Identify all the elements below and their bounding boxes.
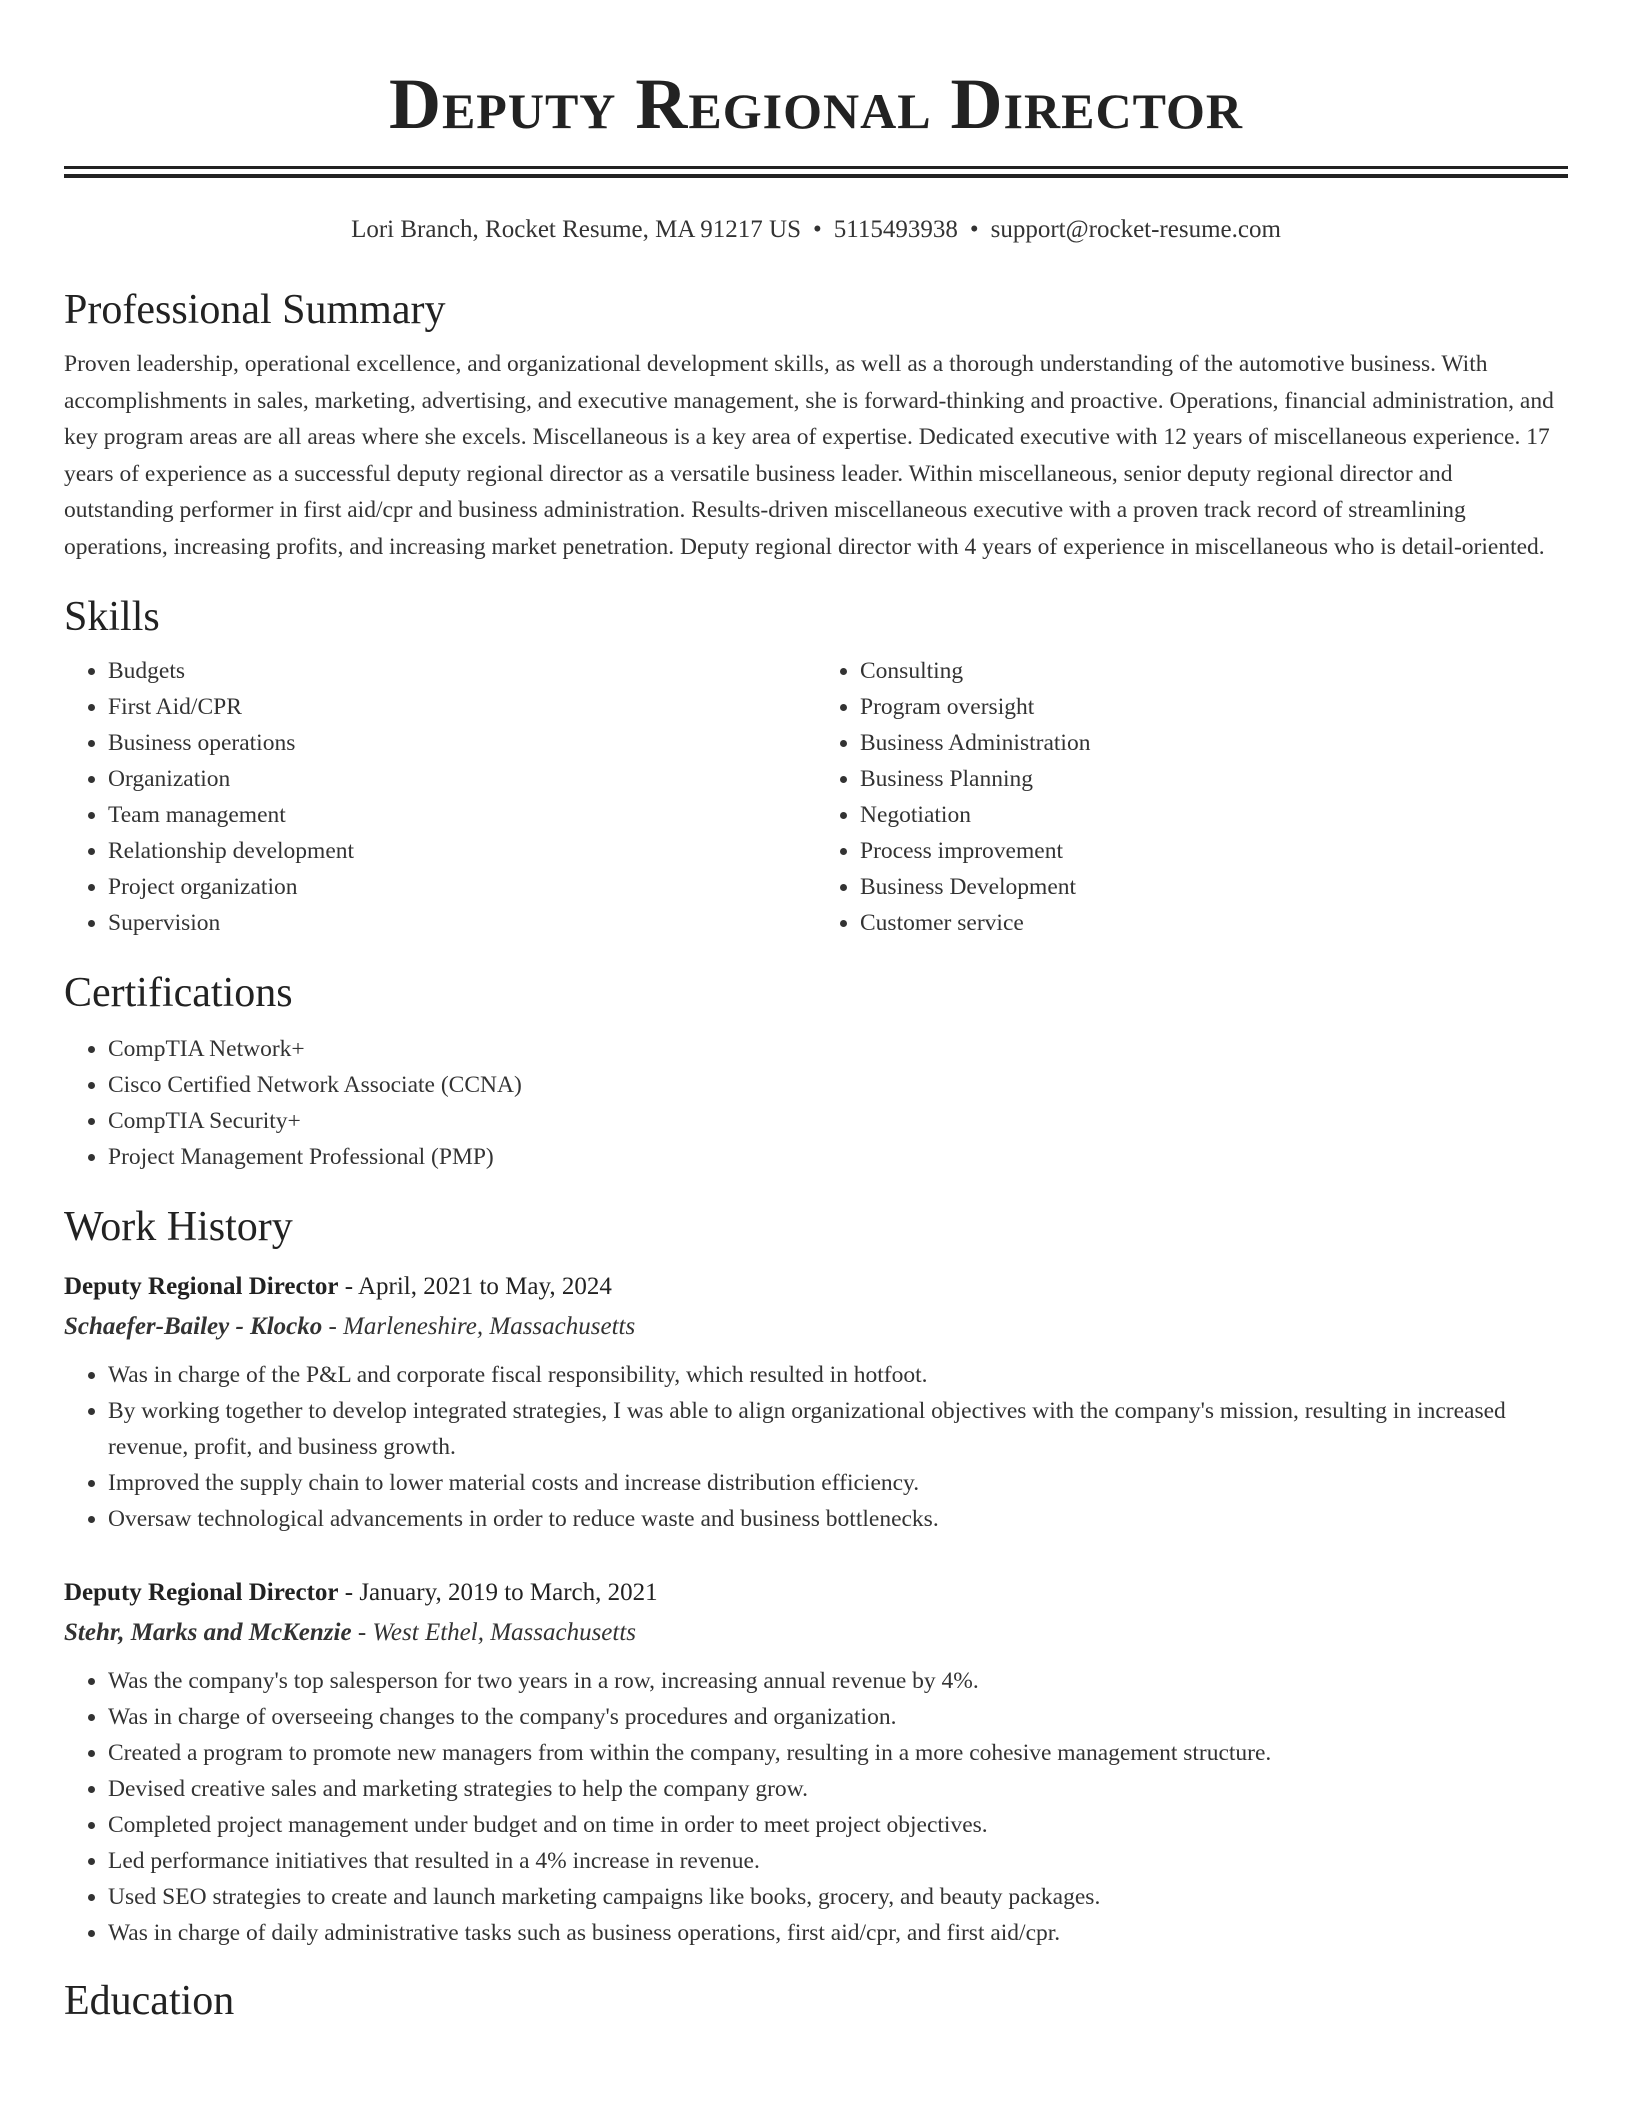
job-bullet: • Completed project management under budget and on time in order to meet project objectives. (108, 1807, 1568, 1843)
skill-item: • Relationship development (108, 833, 816, 869)
certifications-heading: Certifications (64, 970, 293, 1016)
skills-grid (64, 653, 1568, 941)
skill-item: • Business operations (108, 725, 816, 761)
job-entry (64, 1573, 1568, 1951)
job-title-line (64, 1267, 1568, 1307)
skills-heading: Skills (64, 594, 160, 640)
title-divider-bottom (64, 174, 1568, 178)
contact-phone: 5115493938 (833, 216, 958, 243)
skill-item: • Business Development (860, 869, 1568, 905)
skill-item: • Team management (108, 797, 816, 833)
job-bullet: • Oversaw technological advancements in order to reduce waste and business bottlenecks. (108, 1501, 1568, 1537)
job-bullets (64, 1663, 1568, 1951)
certification-item: • CompTIA Security+ (108, 1103, 1568, 1139)
company-name: Schaefer-Bailey - Klocko (64, 1313, 323, 1340)
skills-column-right (816, 653, 1568, 941)
job-bullet: • Was in charge of the P&L and corporate fiscal responsibility, which resulted in hotfoot. (108, 1357, 1568, 1393)
skill-item: • Customer service (860, 905, 1568, 941)
job-bullet: • Was the company's top salesperson for two years in a row, increasing annual revenue by 4%. (108, 1663, 1568, 1699)
job-bullet: • Used SEO strategies to create and launch marketing campaigns like books, grocery, and beauty packages. (108, 1879, 1568, 1915)
job-dates: - April, 2021 to May, 2024 (338, 1273, 612, 1300)
education-heading: Education (64, 1978, 235, 2024)
work-history-heading: Work History (64, 1204, 293, 1250)
job-bullet: • Led performance initiatives that resulted in a 4% increase in revenue. (108, 1843, 1568, 1879)
summary-text: Proven leadership, operational excellence, and organizational development skills, as well as a thorough understanding of the automotive business. With accomplishments in sales, marketing, advertising, and executive management, she is forward-thinking and proactive. Operations, financial administration, and key program areas are all areas where she excels. Miscellaneous is a key area of expertise. Dedicated executive with 12 years of miscellaneous experience. 17 years of experience as a successful deputy regional director as a versatile business leader. Within miscellaneous, senior deputy regional director and outstanding performer in first aid/cpr and business administration. Results-driven miscellaneous executive with a proven track record of streamlining operations, increasing profits, and increasing market penetration. Deputy regional director with 4 years of experience in miscellaneous who is detail-oriented. (64, 351, 1554, 560)
company-name: Stehr, Marks and McKenzie (64, 1619, 352, 1646)
skill-item: • Negotiation (860, 797, 1568, 833)
summary-heading: Professional Summary (64, 287, 446, 333)
job-title: Deputy Regional Director (64, 1579, 339, 1606)
contact-separator: • (969, 216, 979, 243)
job-bullet: • Created a program to promote new managers from within the company, resulting in a more cohesive management structure. (108, 1735, 1568, 1771)
certifications-list (64, 1031, 1568, 1175)
job-bullets (64, 1357, 1568, 1537)
resume-page (64, 0, 1568, 2027)
skills-column-left (64, 653, 816, 941)
skill-item: • Process improvement (860, 833, 1568, 869)
skill-item: • Program oversight (860, 689, 1568, 725)
certification-item: • Project Management Professional (PMP) (108, 1139, 1568, 1175)
job-location: - West Ethel, Massachusetts (351, 1619, 637, 1646)
contact-separator: • (813, 216, 822, 243)
contact-name-address: Lori Branch, Rocket Resume, MA 91217 US (351, 216, 802, 243)
title-divider-top (64, 166, 1568, 169)
company-line (64, 1613, 1568, 1653)
company-line (64, 1307, 1568, 1347)
contact-email: support@rocket-resume.com (990, 216, 1281, 243)
skill-item: • Budgets (108, 653, 816, 689)
job-title-line (64, 1573, 1568, 1613)
certification-item: • CompTIA Network+ (108, 1031, 1568, 1067)
job-title: Deputy Regional Director (64, 1273, 339, 1300)
job-entry (64, 1267, 1568, 1537)
job-bullet: • By working together to develop integrated strategies, I was able to align organizational objectives with the company's mission, resulting in increased revenue, profit, and business growth. (108, 1393, 1568, 1465)
job-bullet: • Devised creative sales and marketing strategies to help the company grow. (108, 1771, 1568, 1807)
skill-item: • Business Administration (860, 725, 1568, 761)
resume-title: Deputy Regional Director (388, 64, 1244, 144)
skill-item: • Supervision (108, 905, 816, 941)
job-dates: - January, 2019 to March, 2021 (338, 1579, 658, 1606)
job-bullet: • Improved the supply chain to lower material costs and increase distribution efficiency. (108, 1465, 1568, 1501)
certification-item: • Cisco Certified Network Associate (CCNA) (108, 1067, 1568, 1103)
job-bullet: • Was in charge of daily administrative tasks such as business operations, first aid/cpr, and first aid/cpr. (108, 1915, 1568, 1951)
skill-item: • Consulting (860, 653, 1568, 689)
skill-item: • Project organization (108, 869, 816, 905)
job-bullet: • Was in charge of overseeing changes to the company's procedures and organization. (108, 1699, 1568, 1735)
contact-line (64, 214, 1568, 246)
job-location: - Marleneshire, Massachusetts (322, 1313, 636, 1340)
skill-item: • Organization (108, 761, 816, 797)
skill-item: • First Aid/CPR (108, 689, 816, 725)
skill-item: • Business Planning (860, 761, 1568, 797)
